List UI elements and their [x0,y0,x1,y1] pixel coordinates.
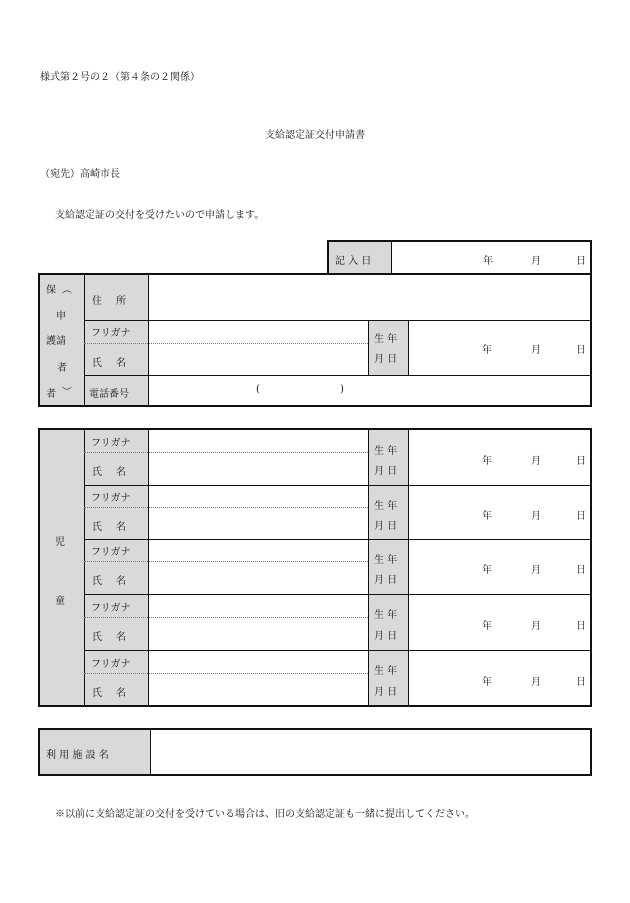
guardian-label-1: 保 [46,285,56,296]
guardian-name-label: 氏 名 [92,358,128,369]
child-1-birth-year: 年 [482,456,492,467]
child-5-name-field[interactable] [150,675,366,703]
child-1-birth-month: 月 [531,456,541,467]
child-2-birth-day: 日 [576,511,586,522]
child-3-name-field[interactable] [150,563,366,593]
child-2-name-field[interactable] [150,509,366,538]
child-1-furigana-field[interactable] [150,431,366,451]
guardian-birth-month: 月 [531,345,541,356]
form-title: 支給認定証交付申請書 [265,130,365,141]
child-3-birth-day: 日 [576,565,586,576]
children-section [38,428,592,707]
intro-text: 支給認定証の交付を受けたいので申請します。 [55,210,265,221]
facility-label: 利 用 施 設 名 [46,750,109,761]
child-3-furigana-field[interactable] [150,540,366,560]
child-2-furigana-field[interactable] [150,486,366,506]
child-2-birth-label-2: 月 日 [374,521,398,532]
child-3-birth-year: 年 [482,565,492,576]
phone-paren-open: ( [256,384,260,395]
child-3-birth-label-1: 生 年 [374,555,398,566]
child-2-birth-year: 年 [482,511,492,522]
phone-paren-close: ) [340,384,344,395]
child-1-birth-label-2: 月 日 [374,466,398,477]
child-4-furigana-field[interactable] [150,595,366,616]
child-5-birth-label-2: 月 日 [374,687,398,698]
facility-section [38,728,592,776]
child-3-birth-label-2: 月 日 [374,575,398,586]
entry-date-month: 月 [531,256,541,267]
guardian-label-4: 者 [57,363,67,374]
guardian-section [38,273,592,407]
child-2-birth-month: 月 [531,511,541,522]
child-4-birth-label-1: 生 年 [374,610,398,621]
guardian-furigana-label: フリガナ [91,328,131,339]
child-4-birth-month: 月 [531,621,541,632]
guardian-birth-label-2: 月 日 [374,354,398,365]
guardian-phone-label: 電話番号 [89,389,129,400]
guardian-address-label: 住 所 [92,296,128,307]
entry-date-box [327,240,592,275]
child-5-birth-label-1: 生 年 [374,666,398,677]
child-1-name-field[interactable] [150,454,366,484]
footnote: ※以前に支給認定証の交付を受けている場合は、旧の支給認定証も一緒に提出してください。 [55,809,475,820]
child-4-birth-label-2: 月 日 [374,631,398,642]
children-label-1: 児 [55,537,65,548]
child-1-name-label: 氏 名 [92,467,128,478]
child-5-name-label: 氏 名 [92,688,128,699]
children-label-2: 童 [55,596,65,607]
child-3-name-label: 氏 名 [92,576,128,587]
guardian-birth-label-1: 生 年 [374,334,398,345]
child-5-birth-day: 日 [576,677,586,688]
entry-date-year: 年 [483,256,493,267]
child-3-furigana-label: フリガナ [91,547,131,558]
guardian-phone-field[interactable] [150,377,588,403]
child-5-birth-month: 月 [531,677,541,688]
guardian-label-3: 護請 [46,336,66,347]
child-4-birth-day: 日 [576,621,586,632]
guardian-furigana-field[interactable] [150,321,366,342]
facility-field[interactable] [152,732,588,772]
entry-date-day: 日 [576,256,586,267]
guardian-name-field[interactable] [150,345,366,374]
child-2-furigana-label: フリガナ [91,493,131,504]
addressee: （宛先）高崎市長 [40,169,120,180]
child-1-furigana-label: フリガナ [91,438,131,449]
child-5-furigana-label: フリガナ [91,659,131,670]
entry-date-label: 記 入 日 [335,256,372,267]
guardian-birth-year: 年 [482,345,492,356]
guardian-label-5: 者 [46,389,56,400]
child-2-birth-label-1: 生 年 [374,501,398,512]
form-number: 様式第２号の２（第４条の２関係） [40,72,200,83]
child-2-name-label: 氏 名 [92,522,128,533]
child-1-birth-label-1: 生 年 [374,446,398,457]
guardian-birth-day: 日 [576,345,586,356]
child-1-birth-day: 日 [576,456,586,467]
guardian-label-paren-open: ︵ [62,285,72,296]
child-4-birth-year: 年 [482,621,492,632]
guardian-label-2: 申 [56,311,66,322]
child-5-birth-year: 年 [482,677,492,688]
guardian-address-field[interactable] [150,277,588,318]
child-4-furigana-label: フリガナ [91,603,131,614]
child-3-birth-month: 月 [531,565,541,576]
child-5-furigana-field[interactable] [150,651,366,672]
child-4-name-field[interactable] [150,619,366,649]
child-4-name-label: 氏 名 [92,632,128,643]
guardian-label-paren-close: ︶ [62,387,72,398]
